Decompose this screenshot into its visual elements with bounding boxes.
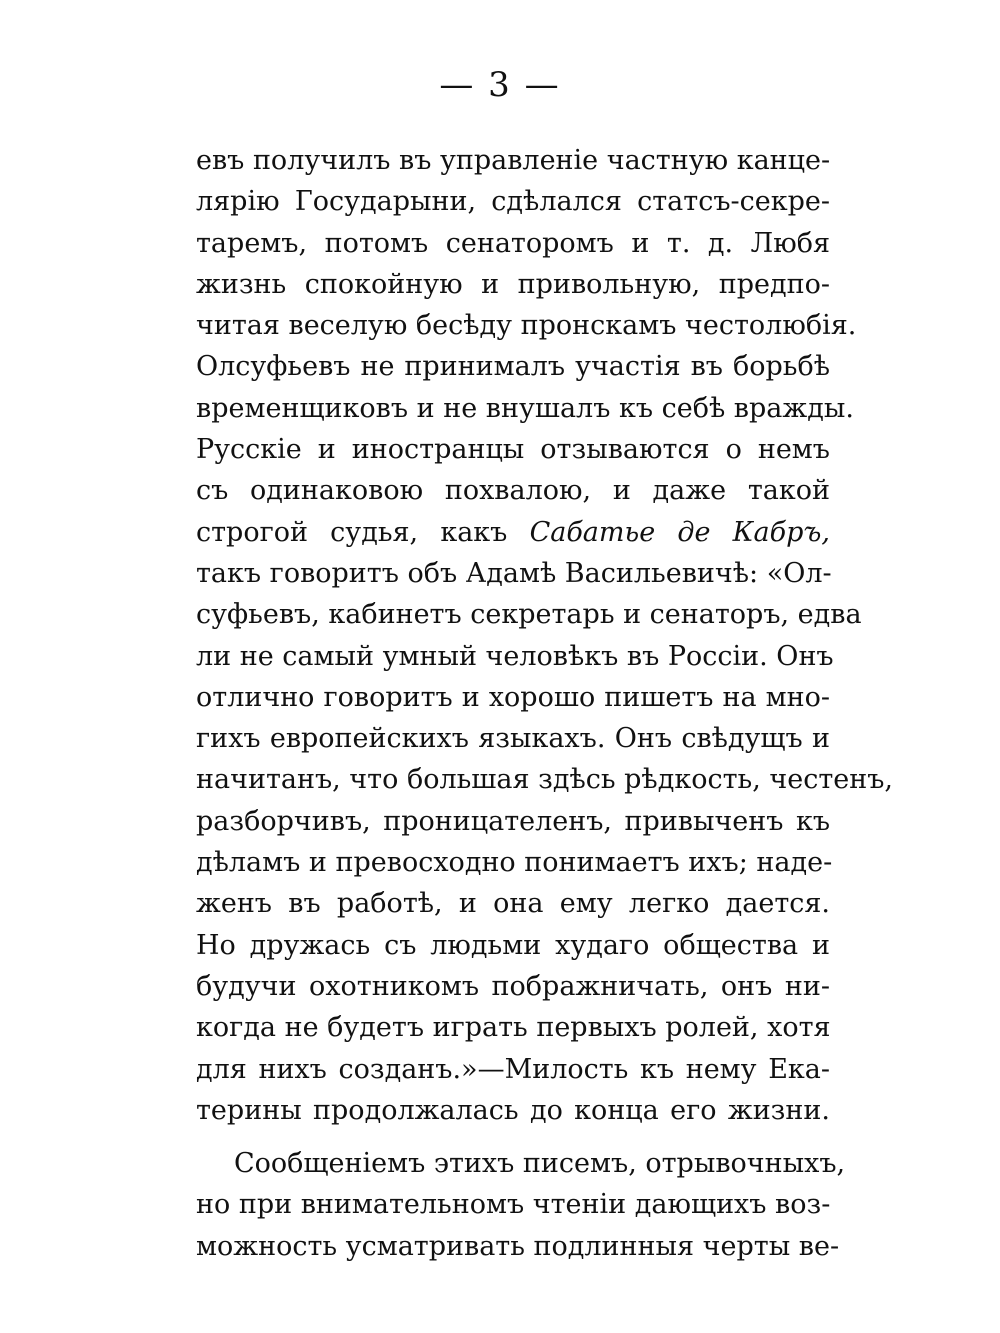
text-line: будучи охотникомъ пображничать, онъ ни- [196,970,830,1002]
page-number: — 3 — [439,65,561,105]
text-line: отлично говоритъ и хорошо пишетъ на мно- [196,681,830,713]
text-line: съ одинаковою похвалою, и даже такой [196,475,830,507]
text-line: женъ въ работѣ, и она ему легко дается. [196,888,830,920]
text-line-paragraph-start: Сообщеніемъ этихъ писемъ, отрывочныхъ, [234,1148,846,1180]
body-text [196,140,894,1267]
text-line: такъ говоритъ объ Адамѣ Васильевичѣ: «Ол- [196,557,832,589]
text-line: евъ получилъ въ управленіе частную канце- [196,145,831,176]
text-line: Русскіе и иностранцы отзываются о немъ [196,434,830,466]
text-line: суфьевъ, кабинетъ секретарь и сенаторъ, едва [196,599,862,631]
text-line: лярію Государыни, сдѣлался статсъ-секре- [196,186,830,218]
text-line: временщиковъ и не внушалъ къ себѣ вражды. [196,392,854,424]
text-line: для нихъ созданъ.»—Милость къ нему Ека- [196,1053,830,1085]
text-line-with-italic [196,512,830,553]
text-line: таремъ, потомъ сенаторомъ и т. д. Любя [196,227,830,259]
text-line: Но дружась съ людьми худаго общества и [196,929,830,961]
text-line: начитанъ, что большая здѣсь рѣдкость, честенъ, [196,764,894,796]
text-line: можность усматривать подлинныя черты ве- [196,1230,840,1262]
text-line: Олсуфьевъ не принималъ участія въ борьбѣ [196,351,830,383]
text-line: читая веселую бесѣду пронскамъ честолюбія. [196,310,857,342]
text-line: терины продолжалась до конца его жизни. [196,1094,830,1126]
text-line: но при внимательномъ чтеніи дающихъ воз- [196,1189,831,1221]
text-line: гихъ европейскихъ языкахъ. Онъ свѣдущъ и [196,723,830,755]
text-line-start: строгой судья, какъ [196,516,508,548]
text-line: когда не будетъ играть первыхъ ролей, хотя [196,1012,831,1044]
text-line: ли не самый умный человѣкъ въ Россіи. Онъ [196,640,834,672]
text-line: разборчивъ, проницателенъ, привыченъ къ [196,805,830,837]
text-line: дѣламъ и превосходно понимаетъ ихъ; наде- [196,847,833,879]
text-line: жизнь спокойную и привольную, предпо- [196,268,830,300]
italic-name: Сабатье де Кабръ, [529,516,830,548]
